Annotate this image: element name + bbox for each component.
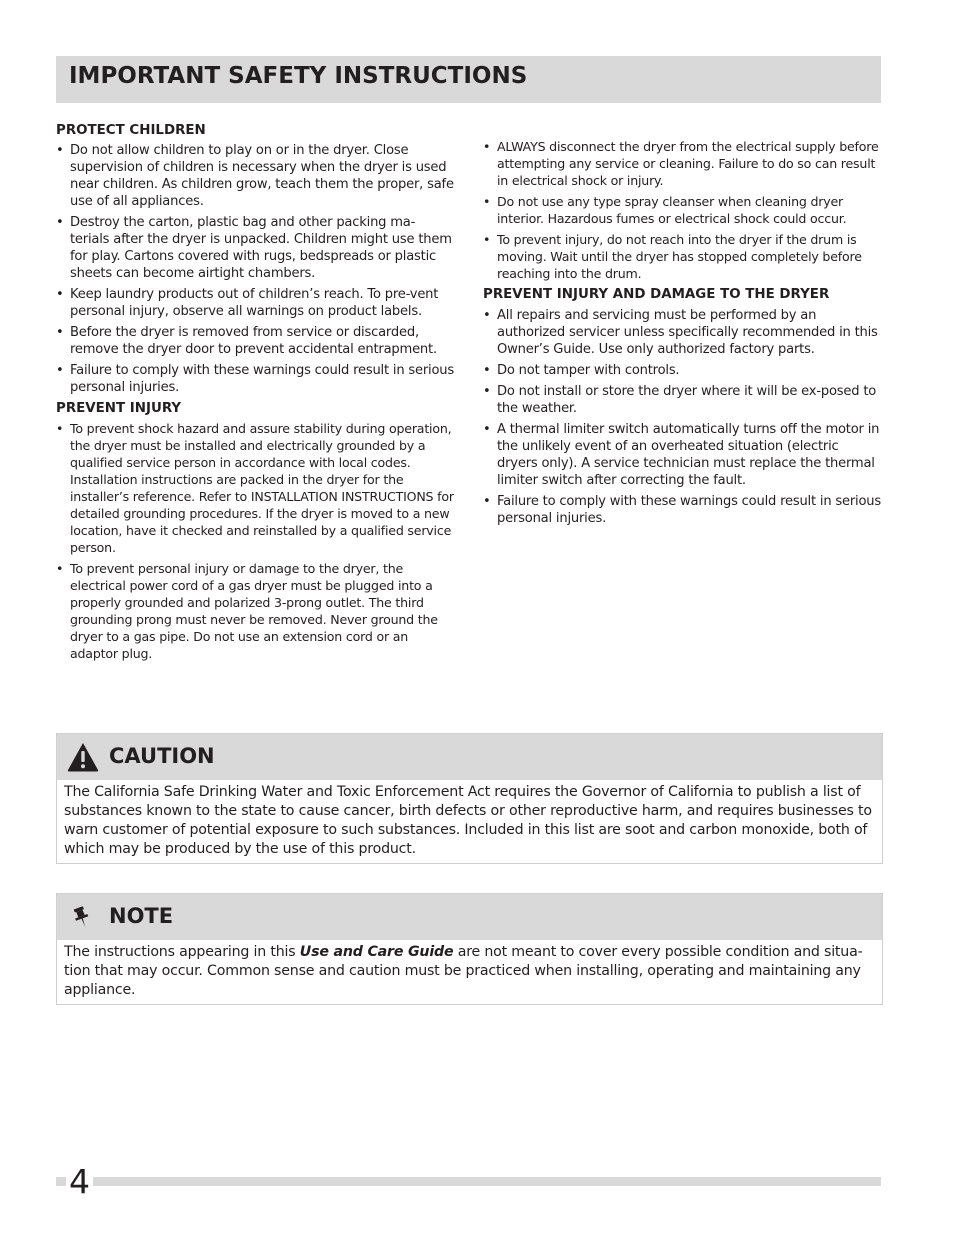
page-title: IMPORTANT SAFETY INSTRUCTIONS	[69, 63, 528, 89]
title-bar	[56, 56, 881, 103]
list-item: • Destroy the carton, plastic bag and other packing ma-terials after the dryer is unpacked. Children might use them for play. Cartons covered with rugs, bedspreads or plastic sheets can become airtight chambers.	[56, 214, 454, 282]
note-header	[57, 894, 882, 940]
list-item: • Failure to comply with these warnings could result in serious personal injuries.	[483, 493, 881, 527]
page-number: 4	[66, 1162, 93, 1202]
section-heading-prevent-injury: PREVENT INJURY	[56, 401, 182, 416]
note-text	[57, 940, 882, 1004]
list-item: • A thermal limiter switch automatically turns off the motor in the unlikely event of an overheated situation (electric dryers only). A service technician must replace the thermal limiter switch after correcting the fault.	[483, 421, 881, 489]
section-heading-protect-children: PROTECT CHILDREN	[56, 123, 206, 138]
pushpin-icon	[71, 902, 97, 932]
right-column	[483, 138, 881, 531]
footer-bar	[56, 1177, 881, 1186]
caution-label: CAUTION	[109, 744, 215, 768]
list-item: • Do not install or store the dryer where it will be ex-posed to the weather.	[483, 383, 881, 417]
caution-text: The California Safe Drinking Water and Toxic Enforcement Act requires the Governor of California to publish a list of substances known to the state to cause cancer, birth defects or other reproductive harm, and requires businesses to warn customer of potential exposure to such substances. Included in this list are soot and carbon monoxide, both of which may be produced by the use of this product.	[64, 784, 872, 857]
warning-triangle-icon	[67, 742, 99, 772]
list-item: • Before the dryer is removed from service or discarded, remove the dryer door to prevent accidental entrapment.	[56, 324, 454, 358]
note-text-after: are not meant to cover every possible condition and situa-tion that may occur. Common sense and caution must be practiced when installing, operating and maintaining any appliance.	[64, 944, 863, 998]
list-item: • To prevent injury, do not reach into the dryer if the drum is moving. Wait until the dryer has stopped completely before reaching into the drum.	[483, 231, 881, 282]
left-column	[56, 122, 454, 666]
caution-box	[56, 733, 883, 864]
list-item: • To prevent personal injury or damage to the dryer, the electrical power cord of a gas dryer must be plugged into a properly grounded and polarized 3-prong outlet. The third grounding prong must never be removed. Never ground the dryer to a gas pipe. Do not use an extension cord or an adaptor plug.	[56, 560, 454, 662]
caution-header	[57, 734, 882, 780]
note-text-before: The instructions appearing in this	[64, 944, 300, 960]
protect-children-list	[56, 142, 454, 396]
prevent-damage-list	[483, 307, 881, 527]
list-item: • Do not allow children to play on or in the dryer. Close supervision of children is necessary when the dryer is used near children. As children grow, teach them the proper, safe use of all appliances.	[56, 142, 454, 210]
list-item: • All repairs and servicing must be performed by an authorized servicer unless specifically recommended in this Owner’s Guide. Use only authorized factory parts.	[483, 307, 881, 358]
list-item: • Do not tamper with controls.	[483, 362, 881, 379]
intro-list	[483, 138, 881, 282]
note-box	[56, 893, 883, 1005]
list-item: • Do not use any type spray cleanser when cleaning dryer interior. Hazardous fumes or electrical shock could occur.	[483, 193, 881, 227]
prevent-injury-list	[56, 420, 454, 662]
section-heading-prevent-damage: PREVENT INJURY AND DAMAGE TO THE DRYER	[483, 287, 830, 302]
list-item: • Failure to comply with these warnings could result in serious personal injuries.	[56, 362, 454, 396]
note-label: NOTE	[109, 904, 174, 928]
list-item: • ALWAYS disconnect the dryer from the electrical supply before attempting any service or cleaning. Failure to do so can result in electrical shock or injury.	[483, 138, 881, 189]
list-item: • Keep laundry products out of children’s reach. To pre-vent personal injury, observe all warnings on product labels.	[56, 286, 454, 320]
list-item: • To prevent shock hazard and assure stability during operation, the dryer must be installed and electrically grounded by a qualified service person in accordance with local codes. Installation instructions are packed in the dryer for the installer’s reference. Refer to INSTALLATION INSTRUCTIONS for detailed grounding procedures. If the dryer is moved to a new location, have it checked and reinstalled by a qualified service person.	[56, 420, 454, 556]
guide-title: Use and Care Guide	[299, 944, 454, 960]
